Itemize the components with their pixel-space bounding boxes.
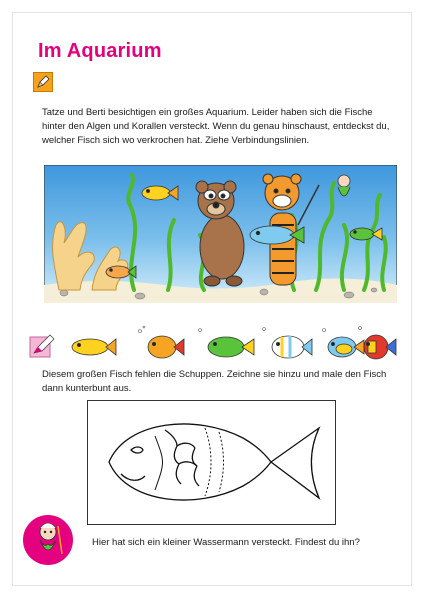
task-text-2: Diesem großen Fisch fehlen die Schuppen. Zeichne sie hinzu und male den Fisch dann kunterbunt aus. — [42, 369, 387, 394]
aquarium-illustration — [44, 165, 397, 303]
task-text-1: Tatze und Berti besichtigen ein großes Aquarium. Leider haben sich die Fische hinter den Algen und Korallen versteckt. Wenn du genau hinschaust, entdeckst du, welcher Fisch sich wo verkrochen hat. Ziehe Verbindungslinien. — [42, 107, 390, 146]
merman-icon — [22, 514, 74, 566]
footer-hint: Hier hat sich ein kleiner Wassermann versteckt. Findest du ihn? — [92, 537, 360, 548]
page-title: Im Aquarium — [38, 40, 162, 62]
fish-drawing-frame — [87, 400, 336, 525]
fish-row — [28, 325, 398, 369]
pencil-icon — [33, 72, 53, 92]
crayon-icon — [30, 335, 54, 357]
